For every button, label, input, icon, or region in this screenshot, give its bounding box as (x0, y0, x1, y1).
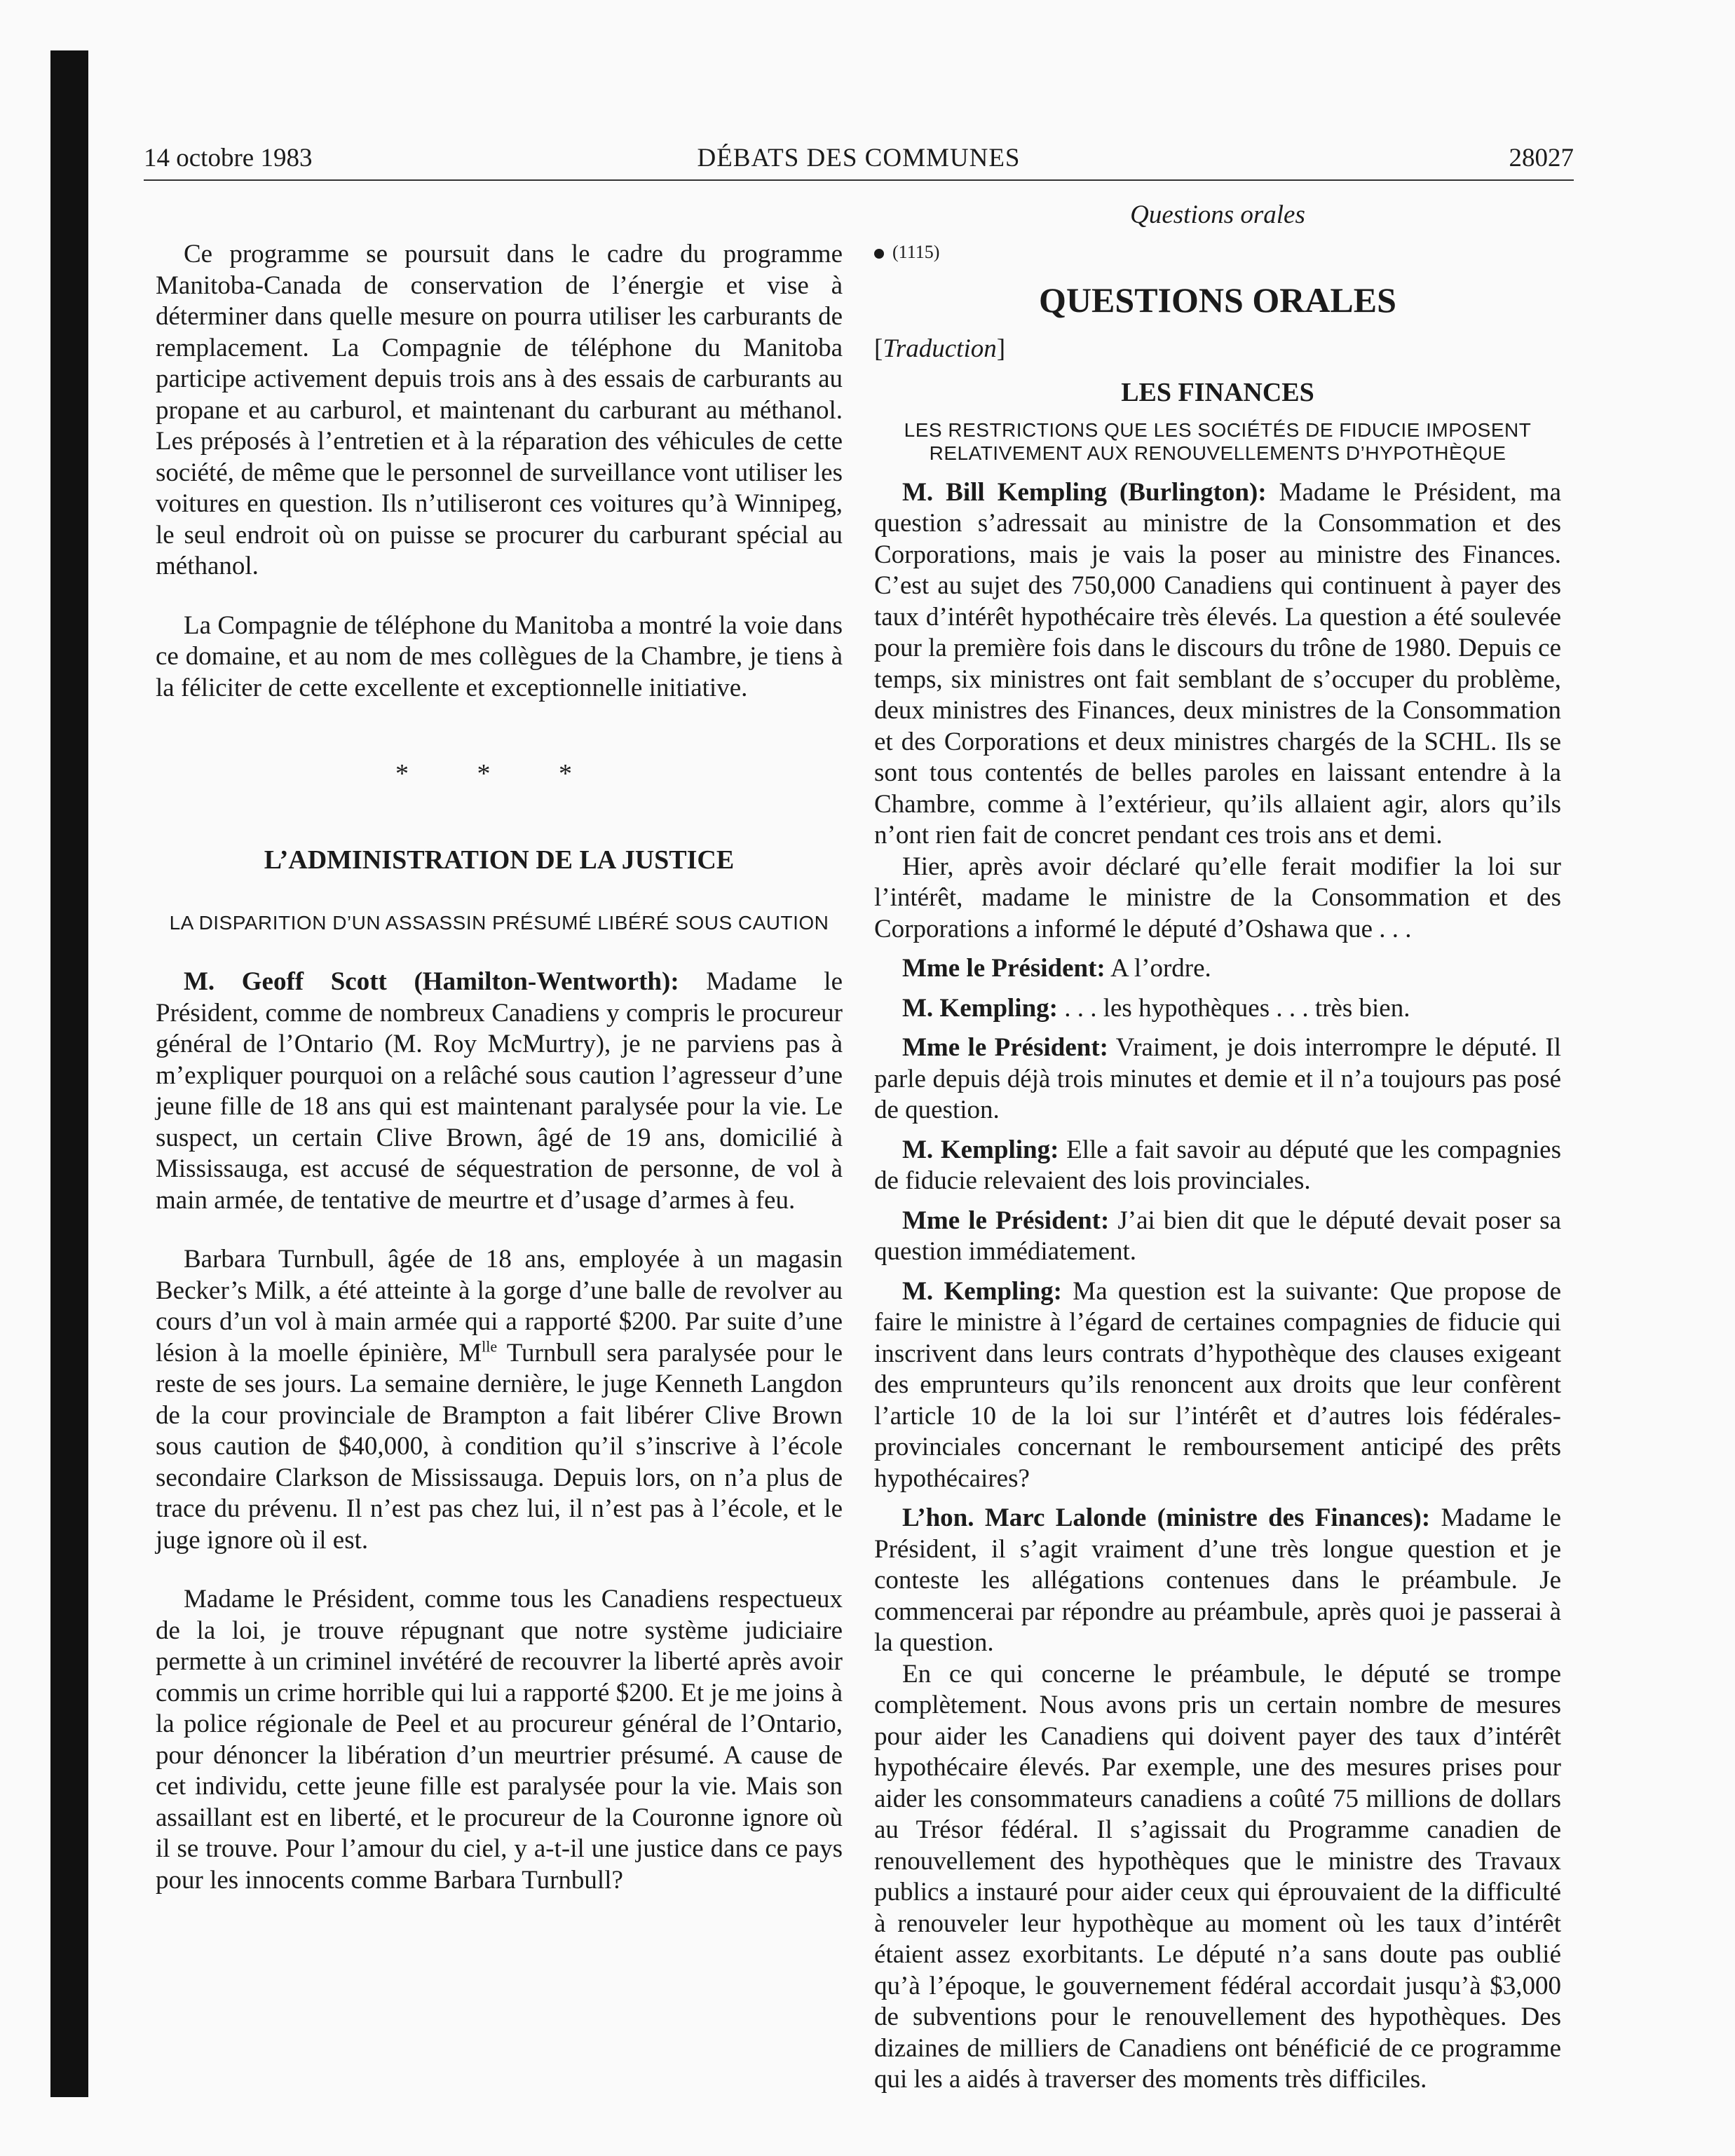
header-title: DÉBATS DES COMMUNES (697, 144, 1021, 172)
speaker-president-2: Mme le Président: (902, 1033, 1108, 1062)
paragraph-kempling-1 (874, 477, 1561, 852)
scott-text-1: Madame le Président, comme de nombreux Canadiens y compris le procureur général de l’Ontario (M. Roy McMurtry), je ne parviens pas à m’expliquer pourquoi on a relâché sous caution l’agresseur d’une jeune fille de 18 ans qui est maintenant paralysée pour la vie. Le suspect, un certain Clive Brown, âgé de 19 ans, domicilié à Mississauga, est accusé de séquestration de personne, de vol à main armée, de tentative de meurtre et d’usage d’armes à feu. (156, 967, 843, 1215)
paragraph-kempling-3 (874, 993, 1561, 1025)
speaker-president-3: Mme le Président: (902, 1206, 1110, 1235)
scott-text-2a: Barbara Turnbull, âgée de 18 ans, employée à un magasin Becker’s Milk, a été atteinte à la gorge d’une balle de revolver au cours d’un vol à main armée qui a rapporté $200. Par suite d’une lésion à la moelle épinière, M (156, 1245, 843, 1367)
paragraph-manitoba-congratulations: La Compagnie de téléphone du Manitoba a montré la voie dans ce domaine, et au nom de mes collègues de la Chambre, je tiens à la féliciter de cette excellente et exceptionnelle initiative. (156, 610, 843, 702)
header-date: 14 octobre 1983 (144, 144, 313, 172)
header-page-number: 28027 (1509, 144, 1574, 172)
paragraph-lalonde-2: En ce qui concerne le préambule, le député se trompe complètement. Nous avons pris un certain nombre de mesures pour aider les Canadiens qui doivent payer des taux d’intérêt hypothécaire élevés. Par exemple, une des mesures prises pour aider les consommateurs canadiens a coûté 75 millions de dollars au Trésor fédéral. Il s’agissait du Programme canadien de renouvellement des hypothèques que le ministre des Travaux publics a instauré pour aider ceux qui éprouvaient de la difficulté à renouveler leur hypothèque au moment où les taux d’intérêt étaient assez exorbitants. Le député n’a sans doute pas oublié qu’à l’époque, le gouvernement fédéral accordait jusqu’à $3,000 de subventions pour le renouvellement des hypothèques. Des dizaines de milliers de Canadiens ont bénéficié de ce programme qui les a aidés à traverser des moments très difficiles. (874, 1659, 1561, 2094)
scott-text-2-sup: lle (482, 1337, 498, 1356)
speaker-scott: M. Geoff Scott (Hamilton-Wentworth): (184, 967, 679, 996)
speaker-lalonde: L’hon. Marc Lalonde (ministre des Finances): (902, 1503, 1431, 1532)
page-header (144, 143, 1574, 181)
kempling-text-1: Madame le Président, ma question s’adressait au ministre de la Consommation et des Corporations, mais je vais la poser au ministre des Finances. C’est au sujet des 750,000 Canadiens qui continuent à payer des taux d’intérêt hypothécaire très élevés. La question a été soulevée pour la première fois dans le discours du trône de 1980. Depuis ce temps, six ministres ont fait semblant de s’occuper du problème, deux ministres des Finances, deux ministres de la Consommation et des Corporations et deux ministres chargés de la SCHL. Ils se sont tous contentés de belles paroles en laissant entendre à la Chambre, comme à l’extérieur, qu’ils allaient agir, alors qu’ils n’ont rien fait de concret pendant ces trois ans et demi. (874, 477, 1562, 850)
speaker-3-text: J’ai bien dit que le député devait poser sa question immédiatement. (874, 1206, 1562, 1266)
paragraph-scott-1 (156, 967, 843, 1216)
speaker-kempling-4: M. Kempling: (902, 1276, 1063, 1306)
speaker-2-text: Vraiment, je dois interrompre le député. Il parle depuis déjà trois minutes et demie et il n’a toujours pas posé de question. (874, 1033, 1561, 1124)
bullet-icon (874, 249, 884, 259)
paragraph-kempling-4 (874, 1135, 1561, 1197)
section-header-questions-orales: Questions orales (1130, 200, 1305, 229)
timestamp (874, 238, 1561, 266)
paragraph-speaker-1 (874, 953, 1561, 985)
paragraph-speaker-2 (874, 1032, 1561, 1126)
heading-questions-orales: QUESTIONS ORALES (1039, 280, 1396, 320)
paragraph-kempling-2: Hier, après avoir déclaré qu’elle ferait modifier la loi sur l’intérêt, madame le ministre de la Consommation et des Corporations a informé le député d’Oshawa que . . . (874, 852, 1561, 943)
heading-justice: L’ADMINISTRATION DE LA JUSTICE (264, 845, 735, 875)
right-column (874, 200, 1561, 2096)
paragraph-kempling-5 (874, 1276, 1561, 1495)
traduction-text: Traduction (883, 334, 997, 363)
paragraph-speaker-3 (874, 1206, 1561, 1268)
traduction-note: [Traduction] (874, 334, 1006, 363)
section-separator-stars: * * * (395, 759, 603, 789)
lalonde-text-1: Madame le Président, il s’agit vraiment d’une très longue question et je conteste les allégations contenues dans le préambule. Je commencerai par répondre au préambule, après quoi je passerai à la question. (874, 1503, 1561, 1657)
paragraph-scott-3: Madame le Président, comme tous les Canadiens respectueux de la loi, je trouve répugnant que notre système judiciaire permette à un criminel invétéré de recouvrer la liberté après avoir commis un crime horrible qui lui a rapporté $200. Et je me joins à la police régionale de Peel et au procureur général de l’Ontario, pour dénoncer la libération d’un meurtrier présumé. A cause de cet individu, cette jeune fille est paralysée pour la vie. Mais son assaillant est en liberté, et le procureur de la Couronne ignore où il se trouve. Pour l’amour du ciel, y a-t-il une justice dans ce pays pour les innocents comme Barbara Turnbull? (156, 1585, 843, 1895)
scan-edge-strip (50, 50, 88, 2097)
paragraph-lalonde-1 (874, 1503, 1561, 1659)
speaker-kempling: M. Bill Kempling (Burlington): (902, 477, 1267, 507)
paragraph-manitoba-program: Ce programme se poursuit dans le cadre du programme Manitoba-Canada de conservation de l’énergie et vise à déterminer dans quelle mesure on pourra utiliser les carburants de remplacement. La Compagnie de téléphone du Manitoba participe activement depuis trois ans à des essais de carburants au propane et au carburol, et maintenant du carburant au méthanol. Les préposés à l’entretien et à la réparation des véhicules de cette société, de même que le personnel de surveillance vont utiliser les voitures en question. Ils n’utiliseront ces voitures qu’à Winnipeg, le seul endroit où on puisse se procurer du carburant spécial au méthanol. (156, 240, 843, 580)
kempling-3-text: Elle a fait savoir au député que les compagnies de fiducie relevaient des lois provinciales. (874, 1135, 1562, 1195)
speaker-president-1: Mme le Président: (902, 954, 1105, 983)
subheading-fiducie: LES RESTRICTIONS QUE LES SOCIÉTÉS DE FIDUCIE IMPOSENT RELATIVEMENT AUX RENOUVELLEMENTS D’HYPOTHÈQUE (904, 418, 1532, 464)
kempling-2-text: . . . les hypothèques . . . très bien. (1064, 993, 1410, 1023)
speaker-kempling-2: M. Kempling: (902, 993, 1058, 1023)
paragraph-scott-2 (156, 1244, 843, 1556)
kempling-4-text: Ma question est la suivante: Que propose de faire le ministre à l’égard de certaines compagnies de fiducie qui inscrivent dans leurs contrats d’hypothèque des clauses exigeant des emprunteurs qu’ils renoncent aux droits que leur confèrent l’article 10 de la loi sur l’intérêt et d’autres lois fédérales-provinciales concernant le remboursement anticipé des prêts hypothécaires? (874, 1276, 1562, 1493)
speaker-1-text: A l’ordre. (1110, 954, 1211, 983)
heading-finances: LES FINANCES (1121, 378, 1314, 407)
scott-text-2b: Turnbull sera paralysée pour le reste de ses jours. La semaine dernière, le juge Kenneth Langdon de la cour provinciale de Brampton a fait libérer Clive Brown sous caution de $40,000, à condition qu’il s’inscrive à l’école secondaire Clarkson de Mississauga. Depuis lors, on n’a plus de trace du prévenu. Il n’est pas chez lui, il n’est pas à l’école, et le juge ignore où il est. (156, 1338, 843, 1555)
timestamp-text: (1115) (892, 241, 940, 262)
left-column (156, 200, 843, 1896)
subheading-assassin: LA DISPARITION D’UN ASSASSIN PRÉSUMÉ LIBÉRÉ SOUS CAUTION (169, 912, 829, 934)
speaker-kempling-3: M. Kempling: (902, 1135, 1059, 1164)
